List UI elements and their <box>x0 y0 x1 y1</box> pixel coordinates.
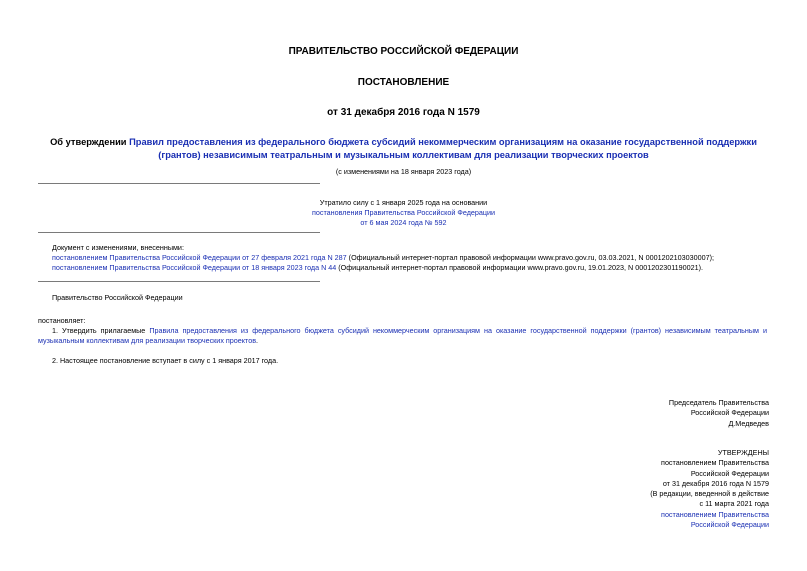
approved-heading: УТВЕРЖДЕНЫ <box>717 448 769 457</box>
expired-link-line2-wrap <box>0 218 807 228</box>
changes-intro: Документ с изменениями, внесенными: <box>52 243 184 252</box>
document-date-number: от 31 декабря 2016 года N 1579 <box>327 107 480 118</box>
approved-line5: (В редакции, введенной в действие <box>650 489 769 499</box>
approved-line6: с 11 марта 2021 года <box>699 499 769 509</box>
signature-position: Председатель Правительства <box>668 398 769 407</box>
change-item-1-text: (Официальный интернет-портал правовой информации www.pravo.gov.ru, 03.03.2021, N 0001202103030007); <box>346 253 714 262</box>
expired-decree-link-date[interactable]: от 6 мая 2024 года № 592 <box>360 218 447 227</box>
divider <box>38 281 320 282</box>
item-2: 2. Настоящее постановление вступает в силу с 1 января 2017 года. <box>52 356 279 365</box>
expired-text: Утратило силу с 1 января 2025 года на основании <box>319 198 488 207</box>
item-1 <box>38 326 767 346</box>
signature-block <box>669 398 769 429</box>
document-title <box>30 136 777 161</box>
item-1-prefix: 1. Утвердить прилагаемые <box>52 326 150 335</box>
change-item-2 <box>52 263 703 273</box>
change-item-1 <box>52 253 714 263</box>
title-prefix: Об утверждении <box>50 137 130 147</box>
approved-line2: постановлением Правительства <box>661 458 769 468</box>
signature-name: Д.Медведев <box>728 418 769 428</box>
item-1-rules-link[interactable]: Правила предоставления из федерального бюджета субсидий некоммерческим организациям на оказание государственной поддержки (грантов) независимым театральным и музыкальным коллективам для реализации творческих проектов <box>38 326 767 345</box>
title-rules-link[interactable]: Правил предоставления из федерального бюджета субсидий некоммерческим организациям на оказание государственной поддержки (грантов) независимым театральным и музыкальным коллективам для реализации творческих проектов <box>129 137 757 160</box>
approved-link-line1[interactable]: постановлением Правительства <box>661 509 769 519</box>
government-line: Правительство Российской Федерации <box>52 293 183 302</box>
decides-text: постановляет: <box>38 316 86 325</box>
approved-link-line2[interactable]: Российской Федерации <box>690 520 769 530</box>
expired-decree-link[interactable]: постановления Правительства Российской Федерации <box>311 208 496 217</box>
expired-link-line1-wrap <box>0 208 807 218</box>
change-item-2-text: (Официальный интернет-портал правовой информации www.pravo.gov.ru, 19.01.2023, N 0001202301190021). <box>336 263 704 272</box>
change-item-2-link[interactable]: постановлением Правительства Российской Федерации от 18 января 2023 года N 44 <box>52 263 337 272</box>
divider <box>38 183 320 184</box>
change-item-1-link[interactable]: постановлением Правительства Российской Федерации от 27 февраля 2021 года N 287 <box>52 253 347 262</box>
approved-block <box>650 448 769 530</box>
approved-line3: Российской Федерации <box>690 468 769 478</box>
amended-note: (с изменениями на 18 января 2023 года) <box>335 167 472 176</box>
government-heading: ПРАВИТЕЛЬСТВО РОССИЙСКОЙ ФЕДЕРАЦИИ <box>288 46 519 57</box>
divider <box>38 232 320 233</box>
approved-line4: от 31 декабря 2016 года N 1579 <box>662 478 769 488</box>
item-1-suffix: . <box>256 336 259 345</box>
signature-country: Российской Федерации <box>690 408 769 418</box>
document-type: ПОСТАНОВЛЕНИЕ <box>357 77 450 88</box>
